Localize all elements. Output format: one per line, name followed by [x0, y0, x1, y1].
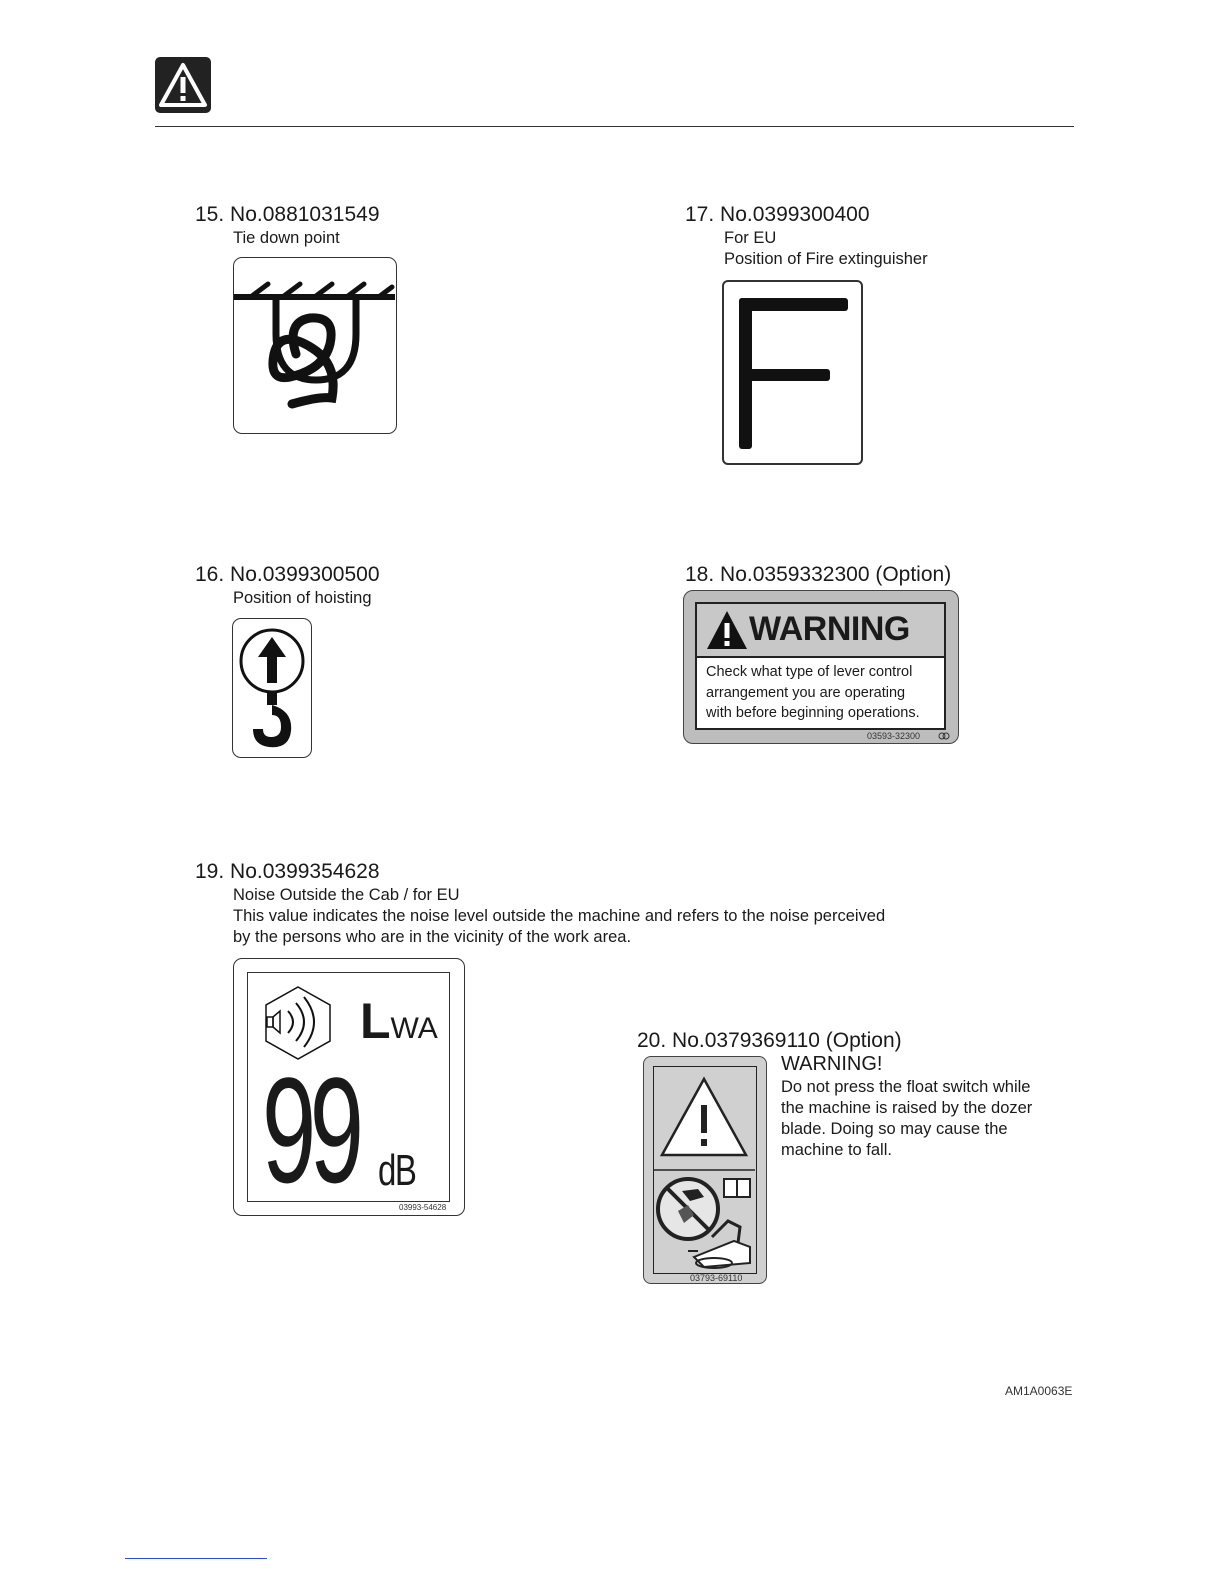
item-19-title: 19. No.0399354628	[195, 860, 380, 883]
item-20-line-2: the machine is raised by the dozer	[781, 1099, 1033, 1117]
noise-label	[233, 958, 465, 1216]
hoist-hook-icon	[233, 619, 310, 756]
lever-warning-heading: WARNING	[749, 610, 910, 648]
lever-warning-line-2: arrangement you are operating	[706, 684, 906, 701]
item-16-desc: Position of hoisting	[233, 589, 372, 607]
float-switch-label	[643, 1056, 767, 1284]
item-18-title: 18. No.0359332300 (Option)	[685, 563, 952, 586]
item-20-warning-heading: WARNING!	[781, 1053, 883, 1075]
item-20-line-3: blade. Doing so may cause the	[781, 1120, 1008, 1138]
item-20-title: 20. No.0379369110 (Option)	[637, 1029, 902, 1052]
item-19-line-2: This value indicates the noise level outside the machine and refers to the noise perceived	[233, 907, 886, 925]
item-17-line-1: For EU	[724, 229, 777, 247]
lever-warning-line-1: Check what type of lever control	[706, 664, 913, 680]
header-warning-icon	[155, 57, 211, 113]
item-20-line-4: machine to fall.	[781, 1141, 892, 1159]
lever-warning-code: 03593-32300	[867, 731, 921, 741]
warning-triangle-icon	[654, 1067, 755, 1171]
float-switch-prohibited-icon	[654, 1171, 755, 1272]
item-19-line-1: Noise Outside the Cab / for EU	[233, 886, 460, 904]
tie-down-label	[233, 257, 397, 434]
lever-warning-header	[697, 604, 944, 658]
item-17-line-2: Position of Fire extinguisher	[724, 250, 928, 268]
lever-warning-text	[706, 662, 920, 724]
noise-unit: dB	[378, 1146, 416, 1195]
lwa-l: L	[360, 993, 391, 1049]
item-16-title: 16. No.0399300500	[195, 563, 380, 586]
lever-warning-inner	[695, 602, 946, 730]
noise-label-code: 03993-54628	[399, 1203, 447, 1212]
footer-code: AM1A0063E	[1005, 1384, 1073, 1398]
bottom-link-rule	[125, 1558, 267, 1559]
item-15-desc: Tie down point	[233, 229, 340, 247]
fire-extinguisher-glyph	[724, 282, 861, 463]
lever-warning-label	[683, 590, 959, 744]
header-rule	[155, 126, 1074, 127]
float-switch-inner	[653, 1066, 757, 1274]
item-19-line-3: by the persons who are in the vicinity of the work area.	[233, 928, 632, 946]
hoist-label	[232, 618, 312, 758]
item-20-line-1: Do not press the float switch while	[781, 1078, 1031, 1096]
item-17-title: 17. No.0399300400	[685, 203, 870, 226]
fire-extinguisher-label	[722, 280, 863, 465]
lever-warning-line-3: with before beginning operations.	[706, 705, 920, 721]
recycle-mark-icon	[938, 732, 950, 740]
float-switch-code: 03793-69110	[690, 1273, 743, 1283]
tie-down-icon	[234, 258, 395, 432]
lwa-symbol	[360, 993, 438, 1066]
warning-triangle-icon	[705, 609, 749, 651]
noise-value: 99	[262, 1046, 358, 1214]
item-15-title: 15. No.0881031549	[195, 203, 380, 226]
lwa-sub: WA	[390, 1012, 438, 1045]
